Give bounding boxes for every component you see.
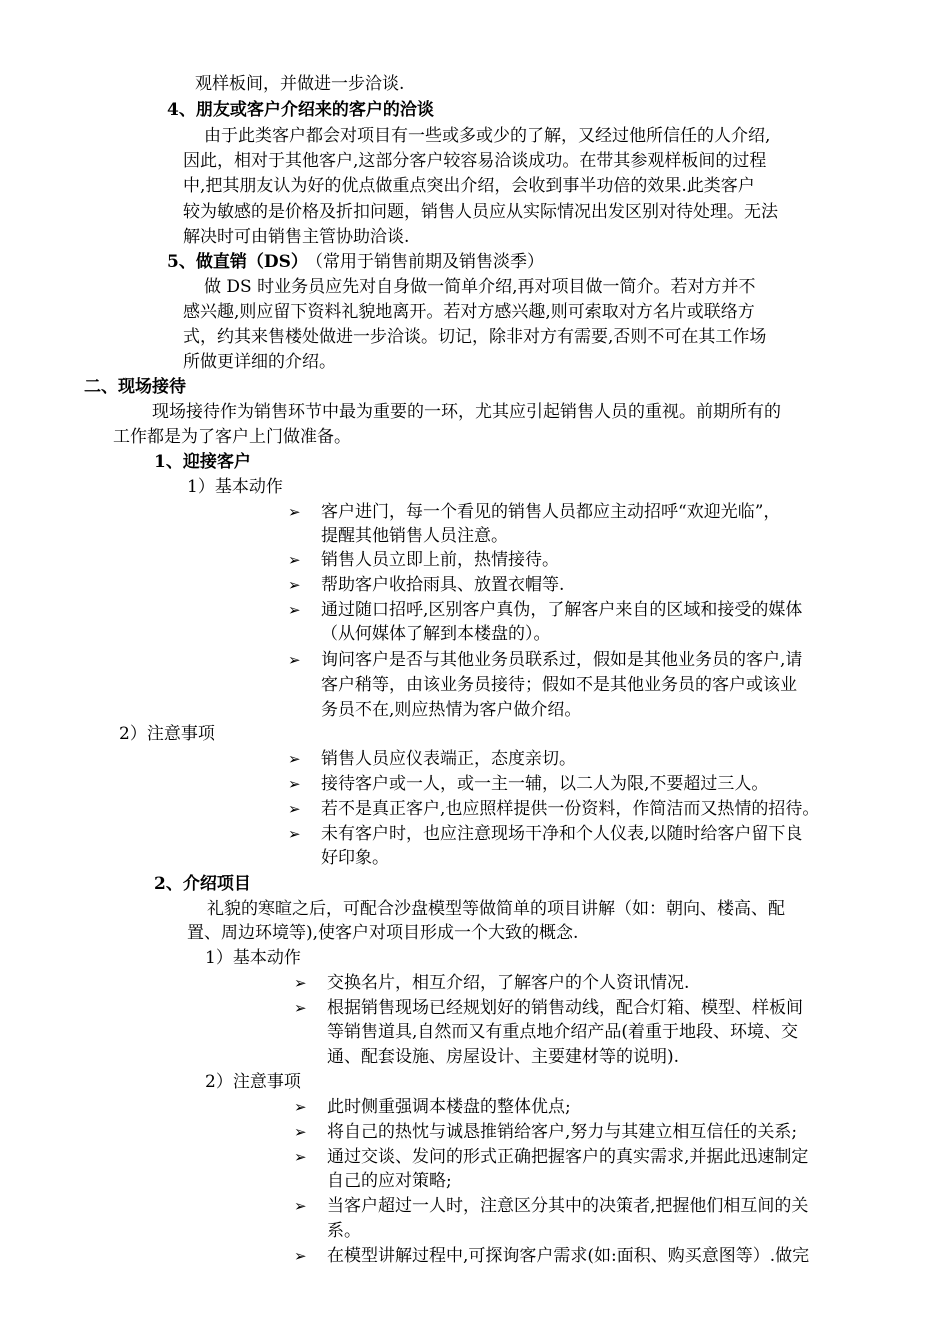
list-item: 在模型讲解过程中,可探询客户需求(如:面积、购买意图等）.做完 [327,1246,810,1266]
text-line: 较为敏感的是价格及折扣问题，销售人员应从实际情况出发区别对待处理。无法 [183,202,778,222]
list-item: 通过随口招呼,区别客户真伪，了解客户来自的区域和接受的媒体 [321,600,803,620]
bullet-icon: ➢ [288,651,301,669]
text-line: 工作都是为了客户上门做准备。 [113,427,351,447]
list-item: 此时侧重强调本楼盘的整体优点; [327,1097,571,1117]
bullet-icon: ➢ [288,551,301,569]
list-item: 通过交谈、发问的形式正确把握客户的真实需求,并据此迅速制定 [327,1147,809,1167]
text-line: 做 DS 时业务员应先对自身做一简单介绍,再对项目做一简介。若对方并不 [204,277,756,297]
list-item: 未有客户时，也应注意现场干净和个人仪表,以随时给客户留下良 [321,824,803,844]
text-line: 中,把其朋友认为好的优点做重点突出介绍，会收到事半功倍的效果.此类客户 [183,176,755,196]
bullet-icon: ➢ [294,1123,307,1141]
bullet-icon: ➢ [288,825,301,843]
list-label: 2）注意事项 [119,724,215,744]
text-line: 解决时可由销售主管协助洽谈. [183,227,410,247]
bullet-icon: ➢ [288,750,301,768]
text-line: 由于此类客户都会对项目有一些或多或少的了解，又经过他所信任的人介绍, [204,126,771,146]
subheading: 1、迎接客户 [154,452,251,472]
list-item: 务员不在,则应热情为客户做介绍。 [321,700,582,720]
list-label: 2）注意事项 [205,1072,301,1092]
text-line: 式，约其来售楼处做进一步洽谈。切记，除非对方有需要,否则不可在其工作场 [183,327,767,347]
bullet-icon: ➢ [294,974,307,992]
bullet-icon: ➢ [288,775,301,793]
text-line: 感兴趣,则应留下资料礼貌地离开。若对方感兴趣,则可索取对方名片或联络方 [183,302,755,322]
list-item: 客户稍等，由该业务员接待；假如不是其他业务员的客户或该业 [321,675,797,695]
bullet-icon: ➢ [294,999,307,1017]
text-line: 观样板间，并做进一步洽谈. [195,74,405,94]
list-item: 询问客户是否与其他业务员联系过，假如是其他业务员的客户,请 [321,650,803,670]
text-line: 因此，相对于其他客户,这部分客户较容易洽谈成功。在带其参观样板间的过程 [183,151,767,171]
list-item: 当客户超过一人时，注意区分其中的决策者,把握他们相互间的关 [327,1196,809,1216]
bullet-icon: ➢ [294,1148,307,1166]
list-item: 帮助客户收拾雨具、放置衣帽等. [321,575,565,595]
list-label: 1）基本动作 [187,477,283,497]
list-item: 销售人员应仪表端正，态度亲切。 [321,749,576,769]
list-item: 交换名片，相互介绍，了解客户的个人资讯情况. [327,973,690,993]
list-item: 若不是真正客户,也应照样提供一份资料，作简洁而又热情的招待。 [321,799,820,819]
list-item: （从何媒体了解到本楼盘的）。 [321,624,551,644]
list-item: 销售人员立即上前，热情接待。 [321,550,559,570]
list-item: 好印象。 [321,848,389,868]
list-item: 客户进门，每一个看见的销售人员都应主动招呼“欢迎光临”， [321,502,781,522]
text-line: 所做更详细的介绍。 [183,352,336,372]
list-item: 根据销售现场已经规划好的销售动线，配合灯箱、模型、样板间 [327,998,803,1018]
list-item: 系。 [327,1221,361,1241]
bullet-icon: ➢ [288,601,301,619]
list-item: 自己的应对策略; [327,1171,452,1191]
list-item: 将自己的热忱与诚恳推销给客户,努力与其建立相互信任的关系; [327,1122,798,1142]
bullet-icon: ➢ [294,1197,307,1215]
list-item: 通、配套设施、房屋设计、主要建材等的说明). [327,1047,680,1067]
list-item: 接待客户或一人，或一主一辅，以二人为限,不要超过三人。 [321,774,769,794]
subheading-note: （常用于销售前期及销售淡季） [306,252,544,272]
list-item: 提醒其他销售人员注意。 [321,526,508,546]
subheading: 2、介绍项目 [154,874,251,894]
text-line: 礼貌的寒暄之后，可配合沙盘模型等做简单的项目讲解（如：朝向、楼高、配 [207,899,785,919]
bullet-icon: ➢ [288,800,301,818]
bullet-icon: ➢ [288,576,301,594]
bullet-icon: ➢ [288,503,301,521]
text-line: 现场接待作为销售环节中最为重要的一环，尤其应引起销售人员的重视。前期所有的 [152,402,781,422]
list-label: 1）基本动作 [205,948,301,968]
subheading: 5、做直销（DS） [167,252,308,272]
list-item: 等销售道具,自然而又有重点地介绍产品(着重于地段、环境、交 [327,1022,799,1042]
subheading: 4、朋友或客户介绍来的客户的洽谈 [167,100,434,120]
bullet-icon: ➢ [294,1247,307,1265]
section-heading: 二、现场接待 [84,377,186,397]
text-line: 置、周边环境等),使客户对项目形成一个大致的概念. [187,923,579,943]
bullet-icon: ➢ [294,1098,307,1116]
